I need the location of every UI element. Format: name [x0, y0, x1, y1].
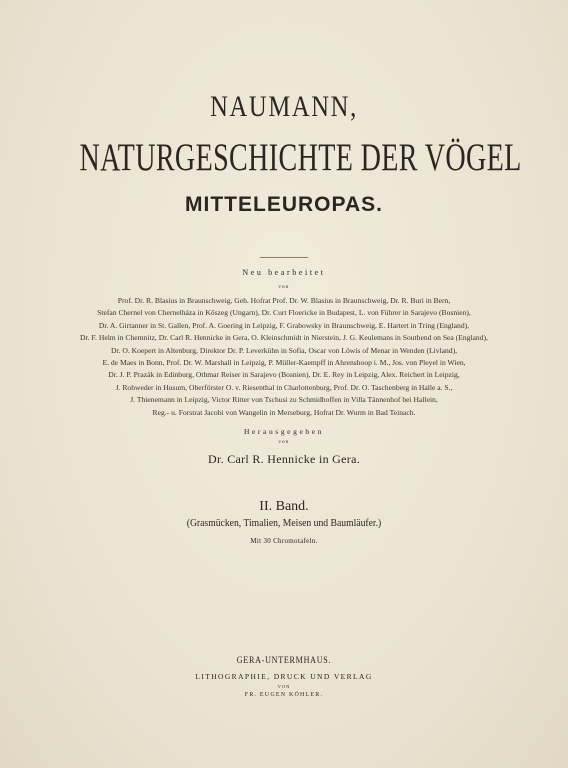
contributor-line: Dr. O. Koepert in Altenburg, Direktor Dr. P. Leverkühn in Sofia, Oscar von Löwis of Menar in Wenden (Livland), — [110, 345, 458, 355]
publisher-place: GERA-UNTERMHAUS. — [236, 655, 332, 665]
volume-subtitle: (Grasmücken, Timalien, Meisen und Baumläufer.) — [186, 518, 382, 529]
contributor-line: Dr. F. Helm in Chemnitz, Dr. Carl R. Hennicke in Gera, O. Kleinschmidt in Nierstein, J. G. Keulemans in Southend on Sea (England), — [80, 333, 488, 343]
revision-label: Neu bearbeitet — [242, 268, 326, 277]
contributors-list — [0, 295, 568, 419]
editor-name: Dr. Carl R. Hennicke in Gera. — [208, 452, 360, 466]
revision-by: von — [278, 285, 290, 290]
contributor-line: J. Rohweder in Husum, Oberförster O. v. Riesenthal in Charlottenburg, Prof. Dr. O. Taschenberg in Halle a. S., — [115, 382, 453, 392]
title-author: NAUMANN, — [210, 90, 358, 123]
editor-by: von — [278, 440, 290, 445]
publisher-line: LITHOGRAPHIE, DRUCK UND VERLAG — [195, 672, 373, 681]
editor-label: Herausgegeben — [243, 427, 325, 436]
divider-rule — [260, 257, 308, 258]
publisher-name: FR. EUGEN KÖHLER. — [244, 692, 324, 698]
contributor-line: E. de Maes in Bonn, Prof. Dr. W. Marshall in Leipzig, P. Müller-Kaempff in Ahrenshoop i. M., Jos. von Pleyel in Wien, — [102, 358, 466, 368]
contributor-line: Dr. J. P. Prazák in Edinburg, Othmar Reiser in Sarajevo (Bosnien), Dr. E. Rey in Leipzig, Alex. Reichert in Leipzig, — [108, 370, 460, 380]
title-region: MITTELEUROPAS. — [185, 193, 383, 216]
contributor-line: Prof. Dr. R. Blasius in Braunschweig, Geh. Hofrat Prof. Dr. W. Blasius in Braunschweig, Dr. R. Buri in Bern, — [117, 296, 451, 305]
contributor-line: Dr. A. Girtanner in St. Gallen, Prof. A. Goering in Leipzig, F. Grabowsky in Braunschweig, E. Hartert in Tring (England), — [98, 320, 470, 330]
contributor-line: Stefan Chernel von Chernelháza in Kőszeg (Ungarn), Dr. Curt Floericke in Budapest, L. von Führer in Sarajevo (Bosnien), — [97, 308, 471, 318]
volume-band: II. Band. — [259, 499, 309, 514]
title-main: NATURGESCHICHTE DER VÖGEL — [79, 136, 522, 179]
contributor-line: J. Thienemann in Leipzig, Victor Ritter von Tschusi zu Schmidhoffen in Villa Tännenhof bei Hallein, — [130, 395, 438, 405]
contributor-line: Reg.- u. Forstrat Jacobi von Wangelin in Merseburg, Hofrat Dr. Wurm in Bad Teinach. — [152, 407, 416, 417]
publisher-by: VON — [277, 684, 291, 689]
volume-plates: Mit 30 Chromotafeln. — [250, 537, 318, 545]
